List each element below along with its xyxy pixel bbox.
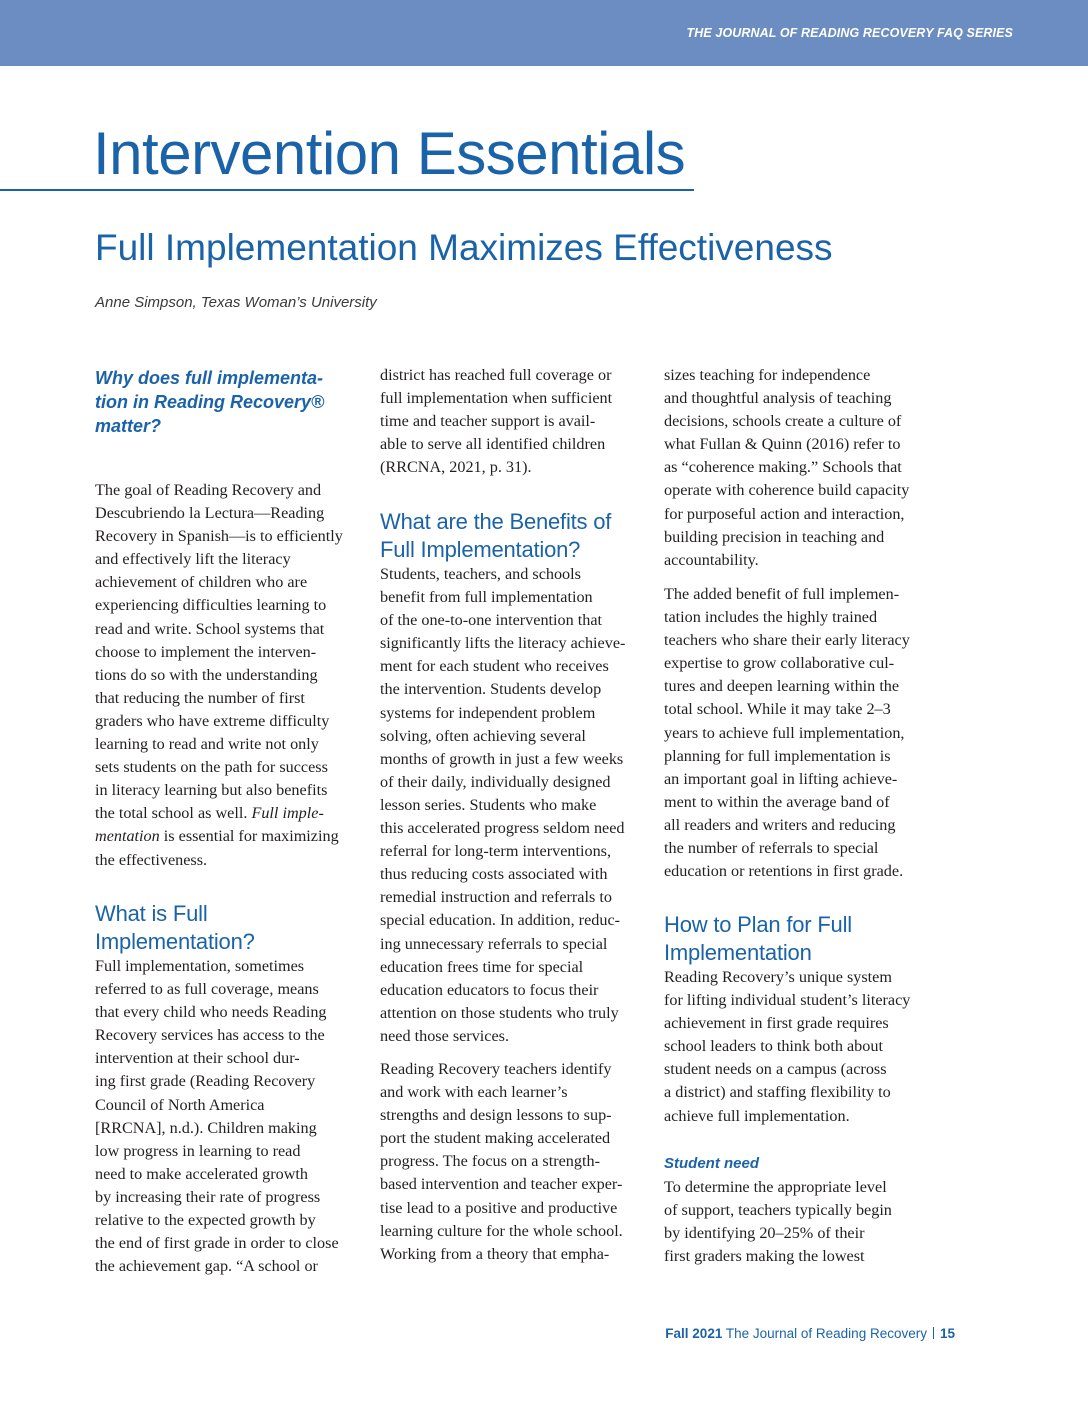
heading-why-full-implementation	[95, 366, 365, 438]
text-line: decisions, schools create a culture of	[664, 412, 902, 431]
text-line: of their daily, individually designed	[380, 772, 611, 791]
text-line: choose to implement the interven-	[95, 642, 317, 661]
paragraph-unique-system	[664, 966, 934, 1128]
text-line: significantly lifts the literacy achieve-	[380, 634, 626, 653]
paragraph-benefits	[380, 563, 650, 1048]
text-line: Reading Recovery’s unique system	[664, 968, 892, 986]
text-line: as “coherence making.” Schools that	[664, 458, 902, 477]
text-line: mentation is essential for maximizing	[95, 827, 339, 846]
text-line: by identifying 20–25% of their	[664, 1224, 865, 1243]
text-line: graders who have extreme difficulty	[95, 711, 330, 730]
text-line: need those services.	[380, 1026, 510, 1045]
text-line: sets students on the path for success	[95, 758, 328, 777]
text-line: of support, teachers typically begin	[664, 1201, 892, 1220]
heading-benefits	[380, 508, 655, 564]
text-line: learning to read and write not only	[95, 735, 319, 754]
footer-season: Fall 2021	[665, 1326, 723, 1341]
text-line: the intervention. Students develop	[380, 680, 602, 699]
text-line: planning for full implementation is	[664, 746, 891, 765]
paragraph-teachers-identify	[380, 1058, 650, 1266]
text-line: Full Implementation?	[380, 537, 581, 562]
text-line: of the one-to-one intervention that	[380, 611, 603, 630]
page-footer	[665, 1326, 955, 1341]
text-line: achieve full implementation.	[664, 1106, 850, 1125]
text-line: relative to the expected growth by	[95, 1211, 316, 1230]
title-underline	[0, 189, 694, 191]
text-line: remedial instruction and referrals to	[380, 888, 612, 907]
text-line: Implementation	[664, 940, 812, 965]
heading-how-to-plan	[664, 911, 939, 967]
text-line: operate with coherence build capacity	[664, 481, 910, 500]
text-line: systems for independent problem	[380, 703, 596, 722]
text-line: What are the Benefits of	[380, 509, 612, 534]
text-line: Implementation?	[95, 929, 255, 954]
paragraph-district-coverage	[380, 364, 650, 479]
text-line: education educators to focus their	[380, 980, 599, 999]
text-line: Working from a theory that empha-	[380, 1244, 610, 1263]
text-line: referral for long-term interventions,	[380, 842, 612, 861]
text-line: strengths and design lessons to sup-	[380, 1106, 612, 1125]
text-line: education or retentions in first grade.	[664, 862, 904, 881]
text-line: benefit from full implementation	[380, 588, 593, 607]
text-line: [RRCNA], n.d.). Children making	[95, 1118, 317, 1137]
footer-journal-name: The Journal of Reading Recovery	[725, 1326, 927, 1341]
text-line: expertise to grow collaborative cul-	[664, 654, 895, 673]
text-line: read and write. School systems that	[95, 619, 325, 638]
text-line: thus reducing costs associated with	[380, 865, 608, 884]
text-line: tation includes the highly trained	[664, 608, 878, 627]
text-line: achievement in first grade requires	[664, 1014, 889, 1033]
text-line: building precision in teaching and	[664, 527, 885, 546]
text-line: tures and deepen learning within the	[664, 677, 900, 696]
text-line: ing first grade (Reading Recovery	[95, 1072, 316, 1091]
text-line: Reading Recovery teachers identify	[380, 1060, 612, 1078]
text-line: Council of North America	[95, 1095, 265, 1114]
text-line: years to achieve full implementation,	[664, 723, 905, 742]
text-line: Students, teachers, and schools	[380, 565, 581, 583]
text-line: referred to as full coverage, means	[95, 980, 319, 999]
text-line: port the student making accelerated	[380, 1129, 611, 1148]
text-line: teachers who share their early literacy	[664, 631, 910, 650]
subheading-student-need: Student need	[664, 1155, 760, 1172]
text-line: intervention at their school dur-	[95, 1049, 300, 1068]
text-line: sizes teaching for independence	[664, 366, 871, 384]
heading-what-is-full-implementation	[95, 900, 370, 956]
text-line: time and teacher support is avail-	[380, 412, 596, 431]
text-line: all readers and writers and reducing	[664, 815, 896, 834]
text-line: and thoughtful analysis of teaching	[664, 389, 892, 408]
text-line: district has reached full coverage or	[380, 366, 612, 384]
header-banner	[0, 0, 1088, 66]
text-line: Full implementation, sometimes	[95, 957, 305, 975]
text-line: and effectively lift the literacy	[95, 550, 291, 569]
text-line: the effectiveness.	[95, 850, 208, 869]
series-title: THE JOURNAL OF READING RECOVERY FAQ SERIES	[686, 26, 1013, 40]
text-line: school leaders to think both about	[664, 1037, 883, 1056]
text-line: and work with each learner’s	[380, 1083, 568, 1102]
text-line: this accelerated progress seldom need	[380, 819, 625, 838]
text-line: education frees time for special	[380, 957, 584, 976]
text-line: The added benefit of full implemen-	[664, 585, 900, 603]
text-line: what Fullan & Quinn (2016) refer to	[664, 435, 901, 454]
text-line: Recovery services has access to the	[95, 1026, 325, 1045]
text-line: progress. The focus on a strength-	[380, 1152, 600, 1171]
text-line: ment to within the average band of	[664, 792, 890, 811]
paragraph-goal	[95, 479, 365, 872]
text-line: To determine the appropriate level	[664, 1178, 887, 1196]
article-subtitle: Full Implementation Maximizes Effectiveness	[95, 227, 833, 268]
text-line: tions do so with the understanding	[95, 665, 318, 684]
text-line: an important goal in lifting achieve-	[664, 769, 898, 788]
text-line: the total school as well. Full imple-	[95, 804, 324, 823]
paragraph-full-implementation-definition	[95, 955, 365, 1278]
text-line: The goal of Reading Recovery and	[95, 481, 322, 499]
text-line: that every child who needs Reading	[95, 1003, 327, 1022]
text-line: able to serve all identified children	[380, 435, 606, 454]
text-line: Descubriendo la Lectura—Reading	[95, 504, 325, 523]
text-line: Why does full implementa-	[95, 368, 324, 388]
text-line: the end of first grade in order to close	[95, 1234, 339, 1253]
text-line: lesson series. Students who make	[380, 795, 597, 814]
paragraph-added-benefit	[664, 583, 934, 883]
text-line: based intervention and teacher exper-	[380, 1175, 623, 1194]
paragraph-student-need	[664, 1176, 934, 1268]
text-line: the achievement gap. “A school or	[95, 1257, 318, 1276]
text-line: low progress in learning to read	[95, 1141, 301, 1160]
text-line: that reducing the number of first	[95, 688, 305, 707]
text-line: ment for each student who receives	[380, 657, 609, 676]
text-line: experiencing difficulties learning to	[95, 596, 327, 615]
text-line: What is Full	[95, 901, 208, 926]
author-byline: Anne Simpson, Texas Woman’s University	[95, 294, 377, 311]
text-line: a district) and staffing flexibility to	[664, 1083, 891, 1102]
text-line: special education. In addition, reduc-	[380, 911, 621, 930]
text-line: How to Plan for Full	[664, 912, 852, 937]
text-line: Recovery in Spanish—is to efficiently	[95, 527, 343, 546]
text-line: attention on those students who truly	[380, 1003, 619, 1022]
text-line: accountability.	[664, 550, 759, 569]
text-line: the number of referrals to special	[664, 839, 879, 858]
text-line: total school. While it may take 2–3	[664, 700, 891, 719]
text-line: ing unnecessary referrals to special	[380, 934, 608, 953]
text-line: full implementation when sufficient	[380, 389, 613, 408]
paragraph-coherence	[664, 364, 934, 572]
footer-separator	[933, 1327, 934, 1339]
page-title: Intervention Essentials	[93, 120, 686, 187]
text-line: in literacy learning but also benefits	[95, 781, 328, 800]
text-line: need to make accelerated growth	[95, 1164, 309, 1183]
text-line: solving, often achieving several	[380, 726, 586, 745]
text-line: tise lead to a positive and productive	[380, 1198, 618, 1217]
text-line: for lifting individual student’s literacy	[664, 991, 911, 1010]
text-line: learning culture for the whole school.	[380, 1221, 623, 1240]
text-line: months of growth in just a few weeks	[380, 749, 624, 768]
text-line: matter?	[95, 416, 162, 436]
text-line: (RRCNA, 2021, p. 31).	[380, 458, 532, 477]
text-line: tion in Reading Recovery®	[95, 392, 325, 412]
text-line: achievement of children who are	[95, 573, 308, 592]
text-line: first graders making the lowest	[664, 1247, 865, 1266]
page-number: 15	[939, 1326, 955, 1341]
text-line: by increasing their rate of progress	[95, 1187, 321, 1206]
text-line: for purposeful action and interaction,	[664, 504, 905, 523]
text-line: student needs on a campus (across	[664, 1060, 887, 1079]
